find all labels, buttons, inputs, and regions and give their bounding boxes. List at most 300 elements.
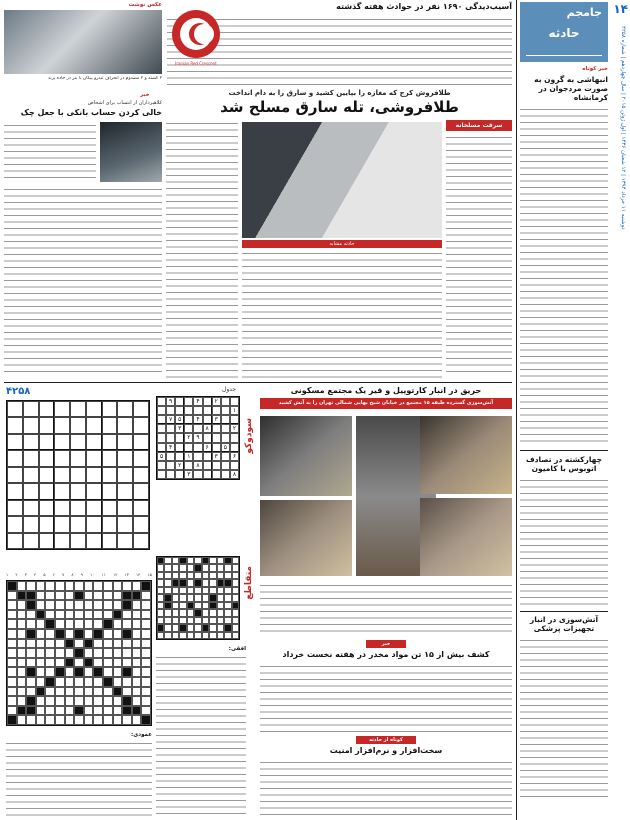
crossword-cell [93,591,103,601]
sudoku-cell: ۵ [175,415,184,424]
sudoku-cell: ۳ [212,415,221,424]
crossword-cell [36,677,46,687]
crossword-cell [132,667,142,677]
drug-story-body [260,663,512,733]
crossword-cell [17,658,27,668]
crossword-cell [45,687,55,697]
crossword-cell [157,587,164,594]
crossword-cell [122,667,132,677]
crossword-cell [141,687,151,697]
number-grid-cell [70,417,86,433]
sudoku-cell: ۳ [212,452,221,461]
crossword-cell [55,706,65,716]
sudoku-cell [184,415,193,424]
crossword-cell [187,602,194,609]
crossword-cell [55,687,65,697]
crossword-cell [55,715,65,725]
fire-photo-firefighters-3 [260,416,352,496]
crossword-cell [84,581,94,591]
crossword-cell [113,677,123,687]
crossword-cell [65,706,75,716]
crossword-cell [45,667,55,677]
number-grid-cell [39,533,55,549]
crossword-cell [84,639,94,649]
puzzle-number: ۴۲۵۸ [6,386,31,397]
crossword-cell [122,687,132,697]
crossword-cell [122,619,132,629]
crossword-cell [122,639,132,649]
crossword-cell [141,648,151,658]
number-grid-cell [39,401,55,417]
sudoku-cell [230,415,239,424]
crossword-cell [141,667,151,677]
sudoku-cell [166,433,175,442]
number-grid-cell [54,434,70,450]
crossword-cell [164,557,171,564]
crossword-cell [45,715,55,725]
crossword-cell [113,639,123,649]
crossword-cell [122,610,132,620]
sudoku-cell [203,406,212,415]
sudoku-cell [221,433,230,442]
crossword-cell [93,629,103,639]
accident-body [520,477,608,607]
crossword-cell [194,579,201,586]
crossword-cell [74,667,84,677]
number-grid-cell [102,533,118,549]
crossword-cell [65,677,75,687]
sudoku-cell [166,452,175,461]
crossword-cell [209,587,216,594]
crossword-cell [74,677,84,687]
crossword-cell [36,658,46,668]
crossword-cell [132,619,142,629]
crossword-cell [84,677,94,687]
sudoku-grid [156,396,240,480]
crossword-cell [141,600,151,610]
sudoku-cell: ۲ [230,424,239,433]
sudoku-cell [166,424,175,433]
cross-column-number: ۸ [71,572,74,577]
crossword-cell [172,572,179,579]
crossword-cell [202,609,209,616]
sudoku-cell [203,415,212,424]
crossword-cell [209,609,216,616]
crossword-cell [172,609,179,616]
crossword-cell [103,687,113,697]
crossword-cell [7,706,17,716]
short-news-body [520,106,608,446]
red-crescent-label: Iranian Red Crescent [175,61,217,66]
crossword-cell [157,624,164,631]
crossword-cell [157,609,164,616]
crossword-cell [179,602,186,609]
red-crescent-icon [170,8,222,66]
crossword-cell [55,610,65,620]
crossword-cell [113,715,123,725]
sudoku-cell [203,461,212,470]
number-grid-cell [86,417,102,433]
crossword-cell [157,564,164,571]
number-grid-cell [86,533,102,549]
crossword-cell [232,617,239,624]
number-grid-cell [133,467,149,483]
crossword-cell [36,600,46,610]
number-grid-cell [54,450,70,466]
crossword-cell [132,610,142,620]
sudoku-cell [230,433,239,442]
sudoku-cell [221,452,230,461]
number-grid-cell [23,434,39,450]
crossword-cell [74,610,84,620]
main-story-photo-caption: حادثه مشابه [242,240,442,248]
crossword-cell [113,648,123,658]
crossword-cell [55,600,65,610]
number-grid-cell [54,516,70,532]
crossword-cell [65,639,75,649]
crossword-cell [26,648,36,658]
crossword-cell [232,579,239,586]
fire-story-headline: حریق در انبار کارتوپیل و قیر یک مجتمع مسکونی [290,386,482,395]
crossword-cell [26,696,36,706]
crossword-cell [36,687,46,697]
number-grid-cell [23,467,39,483]
crossword-cell [157,594,164,601]
crossword-cell [217,594,224,601]
number-grid-cell [54,417,70,433]
crossword-cell [209,594,216,601]
crossword-cell [17,648,27,658]
crossword-cell [84,619,94,629]
sudoku-cell: ۸ [193,461,202,470]
sudoku-cell [230,397,239,406]
crossword-cell [103,706,113,716]
crossword-cell [7,629,17,639]
crossword-cell [65,619,75,629]
crossword-cell [194,624,201,631]
number-grid-cell [7,483,23,499]
sudoku-cell [221,415,230,424]
crossword-cell [17,706,27,716]
sudoku-cell [203,470,212,479]
main-story-box [446,120,512,378]
crossword-cell [224,617,231,624]
ofoghi-clues [156,654,246,814]
number-grid-cell [7,516,23,532]
sudoku-cell: ۷ [166,415,175,424]
fire-story-subtitle: آتش‌سوزی گسترده طبقه ۱۵ مجتمع در خیابان شیخ بهایی شمالی تهران را به آتش کشید [260,398,512,409]
sudoku-cell [175,433,184,442]
crossword-cell [17,715,27,725]
crossword-cell [122,715,132,725]
cross-column-number: ۷ [62,572,65,577]
number-grid-cell [23,483,39,499]
crossword-cell [132,591,142,601]
divider [520,611,608,612]
number-grid-cell [7,434,23,450]
number-grid-cell [102,401,118,417]
crossword-cell [55,677,65,687]
crossword-cell [202,587,209,594]
crossword-cell [217,632,224,639]
number-grid-cell [117,467,133,483]
page-number: ۱۴ [613,2,628,16]
number-grid-cell [70,450,86,466]
cross-column-number: ۵ [43,572,46,577]
crossword-cell [232,624,239,631]
crossword-cell [132,629,142,639]
crossword-cell [141,639,151,649]
crossword-cell [179,587,186,594]
number-grid-cell [117,533,133,549]
crossword-cell [7,648,17,658]
crossword-cell [202,602,209,609]
number-grid-cell [23,500,39,516]
number-grid-cell [7,417,23,433]
crossword-cell [164,609,171,616]
crossword-cell [224,594,231,601]
sudoku-cell [221,470,230,479]
crossword-cell [164,632,171,639]
number-grid-cell [102,467,118,483]
photo-news-caption: ۲ کشته و ۲ مصدوم در انحراف تندرو پیکان با بنز در جاده پرند [47,76,162,81]
crossword-cell [45,658,55,668]
sudoku-cell [184,406,193,415]
number-grid-cell [23,533,39,549]
crossword-cell [217,579,224,586]
crossword-cell [164,594,171,601]
sudoku-cell [203,433,212,442]
sudoku-cell: ۲ [175,461,184,470]
crossword-cell [209,557,216,564]
number-grid-cell [39,483,55,499]
crossword-cell [202,617,209,624]
crossword-cell [26,687,36,697]
crossword-cell [113,610,123,620]
crossword-cell [187,632,194,639]
crossword-cell [232,587,239,594]
crossword-cell [132,677,142,687]
sudoku-cell [221,406,230,415]
crossword-cell [7,619,17,629]
cross-column-number: ۱۵ [147,572,152,577]
crossword-cell [141,706,151,716]
crossword-cell [132,696,142,706]
crossword-cell [141,610,151,620]
section-title: حادثه [548,26,580,40]
cross-column-number: ۱۰ [90,572,95,577]
crossword-cell [113,696,123,706]
medical-fire-headline: آتش‌سوزی در انبار تجهیزات پزشکی [529,615,599,634]
crossword-cell [103,658,113,668]
bank-story-headline: خالی کردن حساب بانکی با جعل چک [20,108,162,117]
clues-horizontal [156,646,246,814]
crossword-cell [55,629,65,639]
crossword-cell [17,639,27,649]
top-news-headline: آسیب‌دیدگی ۱۶۹۰ نفر در حوادث هفته گذشته [336,2,512,11]
crossword-cell [202,564,209,571]
crossword-cell [45,706,55,716]
crossword-cell [45,696,55,706]
crossword-cell [113,600,123,610]
number-grid-cell [54,500,70,516]
crossword-cell [7,658,17,668]
main-story-body-1 [166,120,238,380]
crossword-cell [232,564,239,571]
crossword-cell [224,632,231,639]
crossword-cell [164,624,171,631]
number-grid-cell [54,467,70,483]
number-grid-cell [70,516,86,532]
crossword-cell [194,572,201,579]
left-column [520,66,608,816]
crossword-cell [65,667,75,677]
crossword-cell [179,624,186,631]
sudoku-cell: ۶ [230,452,239,461]
crossword-cell [74,715,84,725]
main-story-box-label: سرقت مسلحانه [446,120,512,131]
crossword-cell [232,572,239,579]
number-grid-cell [70,467,86,483]
crossword-cell [179,632,186,639]
sudoku-cell [175,452,184,461]
crossword-cell [93,696,103,706]
crossword-cell [217,564,224,571]
number-grid-cell [133,434,149,450]
crossword-cell [93,658,103,668]
crossword-cell [157,617,164,624]
crossword-cell [65,581,75,591]
sudoku-cell [212,470,221,479]
crossword-cell [65,610,75,620]
crossword-cell [17,600,27,610]
crossword-cell [217,602,224,609]
crossword-cell [103,619,113,629]
crossword-cell [194,594,201,601]
sudoku-cell [203,397,212,406]
crossword-cell [202,557,209,564]
crossword-cell [26,581,36,591]
section-header [520,2,608,62]
crossword-cell [194,587,201,594]
sudoku-cell [212,406,221,415]
crossword-cell [164,564,171,571]
sudoku-cell: ۸ [230,470,239,479]
crossword-cell [141,715,151,725]
crossword-cell [187,557,194,564]
crossword-cell [26,600,36,610]
cross-column-number: ۱۱ [101,572,106,577]
fire-photo-firefighters-2 [420,498,512,576]
crossword-cell [36,667,46,677]
crossword-cell [157,572,164,579]
sudoku-cell [230,443,239,452]
crossword-cell [45,629,55,639]
number-grid-cell [23,516,39,532]
crossword-cell [36,715,46,725]
number-grid-cell [102,450,118,466]
crossword-cell [113,658,123,668]
crossword-cell [84,610,94,620]
crossword-cell [17,677,27,687]
number-grid-cell [54,533,70,549]
crossword-cell [26,591,36,601]
cross-column-number: ۲ [15,572,18,577]
number-grid-cell [102,483,118,499]
number-grid-cell [23,417,39,433]
crossword-cell [122,581,132,591]
amoodi-label: عمودی: [131,732,152,738]
crossword-cell [65,648,75,658]
crossword-cell [164,572,171,579]
number-grid-cell [70,434,86,450]
crossword-cell [172,564,179,571]
column-separator [516,0,517,820]
crossword-cell [84,715,94,725]
crossword-cell [132,639,142,649]
section-rule [526,55,602,56]
main-story-headline: طلافروشی، تله سارق مسلح شد [220,98,459,116]
number-grid-cell [133,483,149,499]
main-story-supertitle: طلافروش کرج که مغازه را بپایین کشید و سارق را به دام انداخت [228,89,451,97]
security-body [260,759,512,815]
sudoku-cell [175,470,184,479]
crossword-cell [7,591,17,601]
crossword-cell [26,619,36,629]
main-story-photo [242,122,442,238]
crossword-cell [122,648,132,658]
sudoku-cell: ۵ [221,443,230,452]
accident-headline: چهارکشته در تصادف اتوبوس با کامیون [525,454,603,473]
crossword-cell [141,619,151,629]
crossword-cell [65,687,75,697]
crossword-cell [172,557,179,564]
crossword-cell [84,687,94,697]
crossword-cell [232,602,239,609]
crossword-cell [74,687,84,697]
number-grid-cell [23,401,39,417]
crossword-cell [26,629,36,639]
bank-story-body-2 [4,186,162,376]
crossword-cell [232,594,239,601]
crossword-cell [122,696,132,706]
crossword-cell [65,696,75,706]
crossword-cell [122,629,132,639]
crossword-cell [172,587,179,594]
crossword-cell [103,696,113,706]
cross-column-number: ۴ [34,572,37,577]
crossword-cell [179,617,186,624]
sudoku-cell: ۶ [203,443,212,452]
number-grid-cell [117,417,133,433]
number-grid-cell [39,450,55,466]
fire-photo-firefighters-4 [260,500,352,576]
motaghate-grid [156,556,240,640]
crossword-cell [217,587,224,594]
crossword-cell [202,624,209,631]
sudoku-cell [193,452,202,461]
crossword-cell [45,591,55,601]
bank-story-body [4,122,96,182]
crossword-cell [141,591,151,601]
crossword-cell [141,696,151,706]
crossword-cell [65,629,75,639]
crossword-cell [55,696,65,706]
crossword-cell [93,619,103,629]
number-grid-cell [133,450,149,466]
sudoku-cell [193,424,202,433]
sudoku-cell [175,406,184,415]
